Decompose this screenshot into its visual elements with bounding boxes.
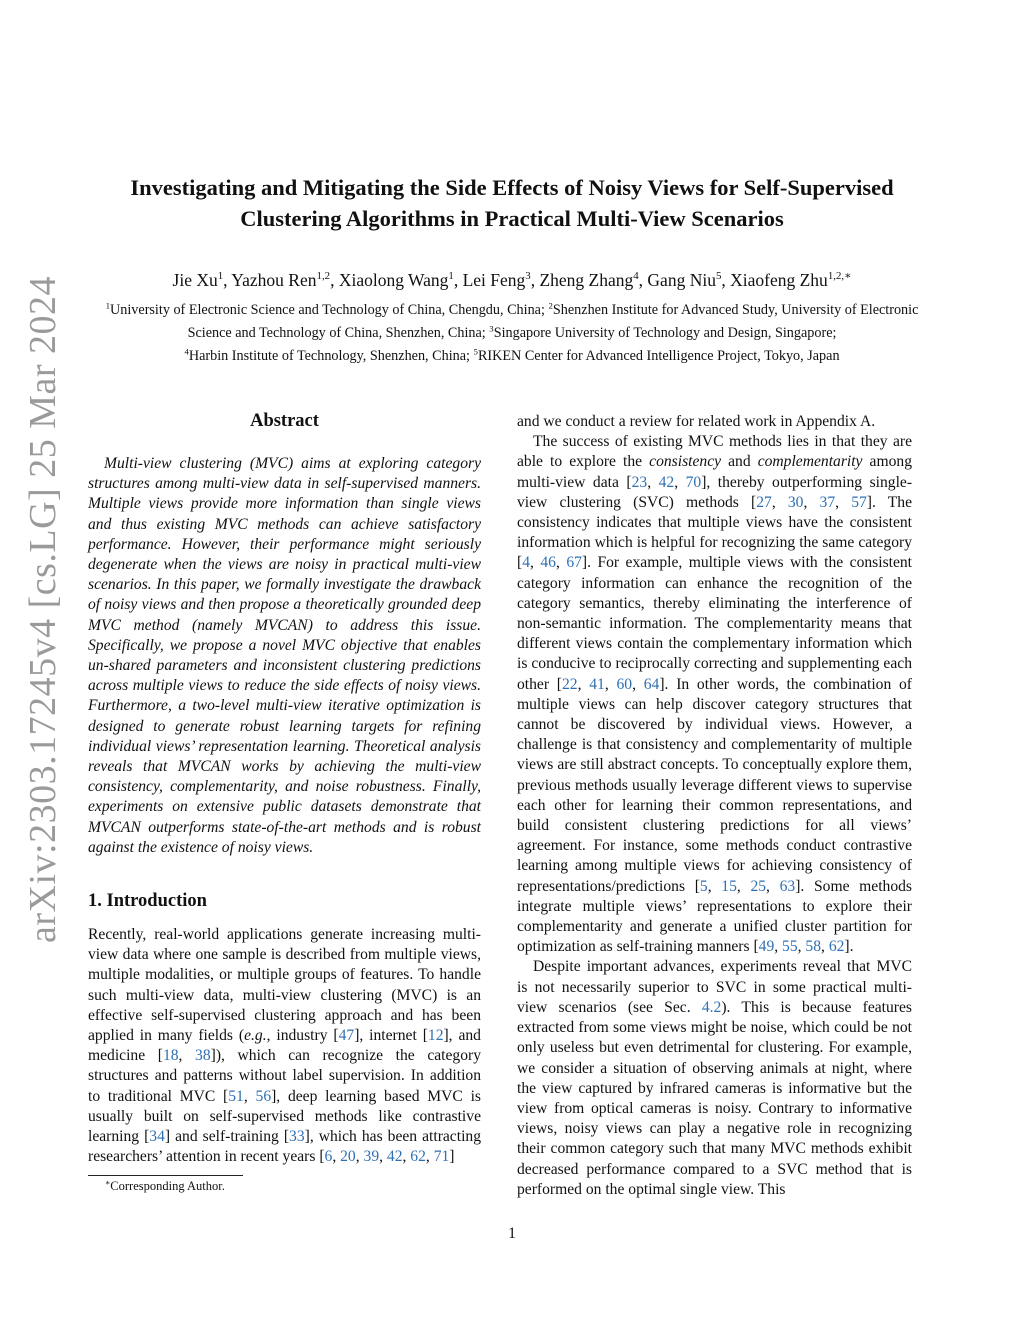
citation-link[interactable]: 42 bbox=[386, 1148, 403, 1166]
text-run: ]), which can recognize the category structures and patterns without label supervision. In addition to traditional MVC [ bbox=[88, 1047, 482, 1105]
author-affil-mark: 5 bbox=[715, 270, 722, 283]
text-run: , bbox=[774, 938, 783, 956]
text-run: , bbox=[243, 1087, 256, 1105]
footnote bbox=[105, 1178, 225, 1194]
citation-link[interactable]: 42 bbox=[658, 473, 675, 491]
text-run: , bbox=[555, 554, 567, 572]
text-run: , bbox=[577, 675, 590, 693]
text-run: , bbox=[332, 1148, 341, 1166]
citation-link[interactable]: 57 bbox=[851, 493, 867, 511]
paragraph bbox=[517, 957, 912, 1199]
text-run: , bbox=[632, 675, 644, 693]
author: Zheng Zhang bbox=[539, 270, 634, 290]
emphasis-text: e.g. bbox=[244, 1027, 267, 1045]
footnote-text: Corresponding Author. bbox=[110, 1179, 225, 1193]
citation-link[interactable]: 27 bbox=[756, 493, 772, 511]
text-run: , bbox=[178, 1047, 196, 1065]
affil-mark: 3 bbox=[489, 323, 494, 334]
citation-link[interactable]: 70 bbox=[685, 473, 702, 491]
author-list: Jie Xu$^1$, Yazhou Ren$^{1,2}$, Xiaolong Wang$^1$, Lei Feng$^3$, Zheng Zhang$^4$, Gang Niu$^5$, Xiaofeng Zhu$^{1,2,∗}$ bbox=[172, 270, 852, 290]
citation-link[interactable]: 41 bbox=[589, 675, 605, 693]
affiliation: University of Electronic Science and Technology of China, Chengdu, China; bbox=[110, 302, 549, 318]
citation-link[interactable]: 25 bbox=[750, 877, 767, 895]
abstract-text: Multi-view clustering (MVC) aims at exploring category structures among multi-view data in self-supervised manners. Multiple views provide more information than single views and thus existing MVC methods can achieve satisfactory performance. However, their performance might seriously degenerate when the views are noisy in practical multi-view scenarios. In this paper, we formally investigate the drawback of noisy views and then propose a theoretically grounded deep MVC method (namely MVCAN) to address this issue. Specifically, we propose a novel MVC objective that enables un-shared parameters and inconsistent clustering predictions across multiple views to reduce the side effects of noisy views. Furthermore, a two-level multi-view iterative optimization is designed to generate robust learning targets for refining individual views’ representation learning. Theoretical analysis reveals that MVCAN works by achieving the multi-view consistency, complementarity, and noise robustness. Finally, experiments on extensive public datasets demonstrate that MVCAN outperforms state-of-the-art methods and is robust against the existence of noisy views. bbox=[88, 455, 481, 856]
affil-mark: 1 bbox=[105, 300, 111, 311]
text-run: and bbox=[721, 453, 758, 471]
right-column bbox=[517, 412, 912, 1200]
paragraph bbox=[517, 432, 912, 957]
emphasis-text: consistency bbox=[649, 453, 722, 471]
text-run: , bbox=[379, 1148, 387, 1166]
abstract-heading: Abstract bbox=[250, 411, 319, 431]
author: Yazhou Ren bbox=[231, 270, 317, 290]
text-run: , bbox=[797, 938, 806, 956]
author: Xiaolong Wang bbox=[338, 270, 449, 290]
citation-link[interactable]: 4 bbox=[522, 554, 530, 572]
affil-mark: 5 bbox=[473, 346, 478, 357]
author-affil-mark: 4 bbox=[633, 270, 639, 283]
text-run: ] and self-training [ bbox=[164, 1128, 290, 1146]
citation-link[interactable]: 30 bbox=[787, 493, 804, 511]
author-affil-mark: 1 bbox=[217, 270, 224, 283]
citation-link[interactable]: 20 bbox=[340, 1148, 356, 1166]
text-run: ]. In other words, the combination of multiple views can help discover category structures that cannot be discovered by individual views. However, a challenge is that consistency and complementarity of multiple views are still abstract concepts. To conceptually explore them, previous methods usually leverage different views to supervise each other for learning their common representations, and build consistent clustering predictions for all views’ agreement. For instance, some methods conduct contrastive learning among multiple views for achieving consistency of representations/predictions [ bbox=[517, 675, 913, 895]
text-run: ], thereby outperforming single-view clustering (SVC) methods [ bbox=[517, 473, 913, 511]
paragraph-continuation: and we conduct a review for related work in Appendix A. bbox=[517, 413, 876, 430]
text-run: ], internet [ bbox=[354, 1027, 428, 1045]
citation-link[interactable]: 23 bbox=[631, 473, 648, 491]
citation-link[interactable]: 34 bbox=[149, 1128, 165, 1146]
citation-link[interactable]: 12 bbox=[427, 1027, 444, 1045]
text-run: , bbox=[355, 1148, 364, 1166]
affil-mark: 2 bbox=[548, 300, 553, 311]
text-run: , bbox=[803, 493, 820, 511]
text-run: , bbox=[604, 675, 617, 693]
text-run: ], deep learning based MVC is usually built on self-supervised methods like contrastive learning [ bbox=[88, 1087, 482, 1146]
citation-link[interactable]: 38 bbox=[195, 1047, 211, 1065]
citation-link[interactable]: 71 bbox=[433, 1148, 450, 1166]
text-run: ], which has been attracting researchers’ attention in recent years [ bbox=[88, 1128, 481, 1166]
text-run: , bbox=[771, 493, 788, 511]
citation-link[interactable]: 15 bbox=[721, 877, 737, 895]
citation-link[interactable]: 60 bbox=[616, 675, 633, 693]
affiliations bbox=[90, 299, 934, 368]
citation-link[interactable]: 49 bbox=[758, 938, 775, 956]
text-run: , bbox=[821, 938, 829, 956]
affiliation: Harbin Institute of Technology, Shenzhen, China; bbox=[188, 348, 474, 364]
text-run: ). This is because features extracted from some views might be noise, which could be not only useless but even detrimental for clustering. For example, we consider a situation of observing animals at night, where the view captured by infrared cameras is informative but the view from optical cameras is noisy. Contrary to informative views, noisy views can play a negative role in recognizing their common category such that many MVC methods exhibit decreased performance compared to a SVC method that is performed on the optimal single view. This bbox=[517, 998, 912, 1198]
citation-link[interactable]: 55 bbox=[782, 938, 798, 956]
text-run: among multi-view data [ bbox=[517, 453, 912, 491]
citation-link[interactable]: 64 bbox=[643, 675, 660, 693]
footnote-mark: ∗ bbox=[105, 1177, 111, 1187]
author: Jie Xu bbox=[172, 270, 218, 290]
citation-link[interactable]: 58 bbox=[805, 938, 822, 956]
citation-link[interactable]: 33 bbox=[289, 1128, 305, 1146]
text-run: , bbox=[736, 877, 751, 895]
author-affil-mark: 1,2 bbox=[316, 270, 331, 283]
text-run: ], and medicine [ bbox=[88, 1027, 481, 1065]
citation-link[interactable]: 18 bbox=[162, 1047, 179, 1065]
text-run: , bbox=[530, 554, 541, 572]
footnote-rule bbox=[88, 1175, 243, 1176]
author-affil-mark: 1 bbox=[448, 270, 454, 283]
text-run: Recently, real-world applications generate increasing multi-view data where one sample is described from multiple views, multiple modalities, or multiple groups of features. To handle such multi-view data, multi-view clustering (MVC) is an effective self-supervised clustering approach and has been applied in many fields ( bbox=[88, 926, 481, 1045]
text-run: , bbox=[674, 473, 686, 491]
author: Lei Feng bbox=[462, 270, 526, 290]
text-run: Despite important advances, experiments reveal that MVC is not necessarily superior to SVC in some practical multi-view scenarios (see Sec. bbox=[517, 958, 912, 1016]
page-number: 1 bbox=[508, 1225, 516, 1242]
citation-link[interactable]: 62 bbox=[410, 1148, 426, 1166]
section-heading-introduction: 1. Introduction bbox=[88, 891, 207, 911]
paper-title-line-1: Investigating and Mitigating the Side Effects of Noisy Views for Self-Supervised bbox=[130, 175, 894, 200]
author: Xiaofeng Zhu bbox=[730, 270, 828, 290]
citation-link[interactable]: 51 bbox=[228, 1087, 244, 1105]
affil-mark: 4 bbox=[184, 346, 189, 357]
text-run: , bbox=[402, 1148, 411, 1166]
text-run: The success of existing MVC methods lies in that they are able to explore the bbox=[517, 433, 912, 471]
text-run: , bbox=[766, 877, 780, 895]
text-run: ]. For example, multiple views with the consistent category information can enhance the recognition of the category semantics, thereby eliminating the interference of non-semantic information. The complementarity means that different views contain the complementary information which is conducive to reciprocally correcting and supplementing each other [ bbox=[517, 554, 913, 693]
author: Gang Niu bbox=[647, 270, 716, 290]
intro-paragraph bbox=[88, 925, 481, 1167]
citation-link[interactable]: 62 bbox=[828, 938, 845, 956]
paper-title bbox=[60, 172, 964, 234]
text-run: , bbox=[647, 473, 659, 491]
citation-link[interactable]: 22 bbox=[562, 675, 578, 693]
text-run: ]. bbox=[844, 938, 854, 956]
text-run: ] bbox=[449, 1148, 455, 1166]
citation-link[interactable]: 56 bbox=[255, 1087, 272, 1105]
emphasis-text: complementarity bbox=[757, 453, 863, 471]
citation-link[interactable]: 39 bbox=[363, 1148, 380, 1166]
affiliation: RIKEN Center for Advanced Intelligence Project, Tokyo, Japan bbox=[477, 348, 840, 364]
text-run: , bbox=[835, 493, 852, 511]
citation-link[interactable]: 4.2 bbox=[701, 998, 722, 1016]
text-run: , bbox=[707, 877, 722, 895]
citation-link[interactable]: 63 bbox=[779, 877, 796, 895]
citation-link[interactable]: 47 bbox=[338, 1027, 355, 1045]
abstract-body bbox=[88, 454, 481, 858]
citation-link[interactable]: 6 bbox=[324, 1148, 333, 1166]
author-affil-mark: 1,2,∗ bbox=[827, 270, 852, 283]
citation-link[interactable]: 46 bbox=[540, 554, 556, 572]
text-run: ]. The consistency indicates that multiple views have the consistent information which is helpful for recognizing the same category [ bbox=[517, 493, 912, 572]
affiliation: Shenzhen Institute for Advanced Study, University of Electronic Science and Technology of China, Shenzhen, China; bbox=[187, 302, 919, 341]
paper-title-line-2: Clustering Algorithms in Practical Multi-View Scenarios bbox=[240, 206, 784, 231]
citation-link[interactable]: 67 bbox=[566, 554, 582, 572]
citation-link[interactable]: 5 bbox=[699, 877, 708, 895]
author-affil-mark: 3 bbox=[525, 270, 531, 283]
text-run: ]. Some methods integrate multiple views’ representations to explore their complementarity and generate a unified cluster partition for optimization as self-training manners [ bbox=[517, 877, 913, 956]
arxiv-stamp-text: arXiv:2303.17245v4 [cs.LG] 25 Mar 2024 bbox=[22, 275, 64, 943]
citation-link[interactable]: 37 bbox=[819, 493, 836, 511]
affiliation: Singapore University of Technology and Design, Singapore; bbox=[493, 325, 837, 341]
intro-column bbox=[88, 925, 481, 1167]
text-run: , bbox=[425, 1148, 434, 1166]
text-run: , industry [ bbox=[266, 1027, 339, 1045]
